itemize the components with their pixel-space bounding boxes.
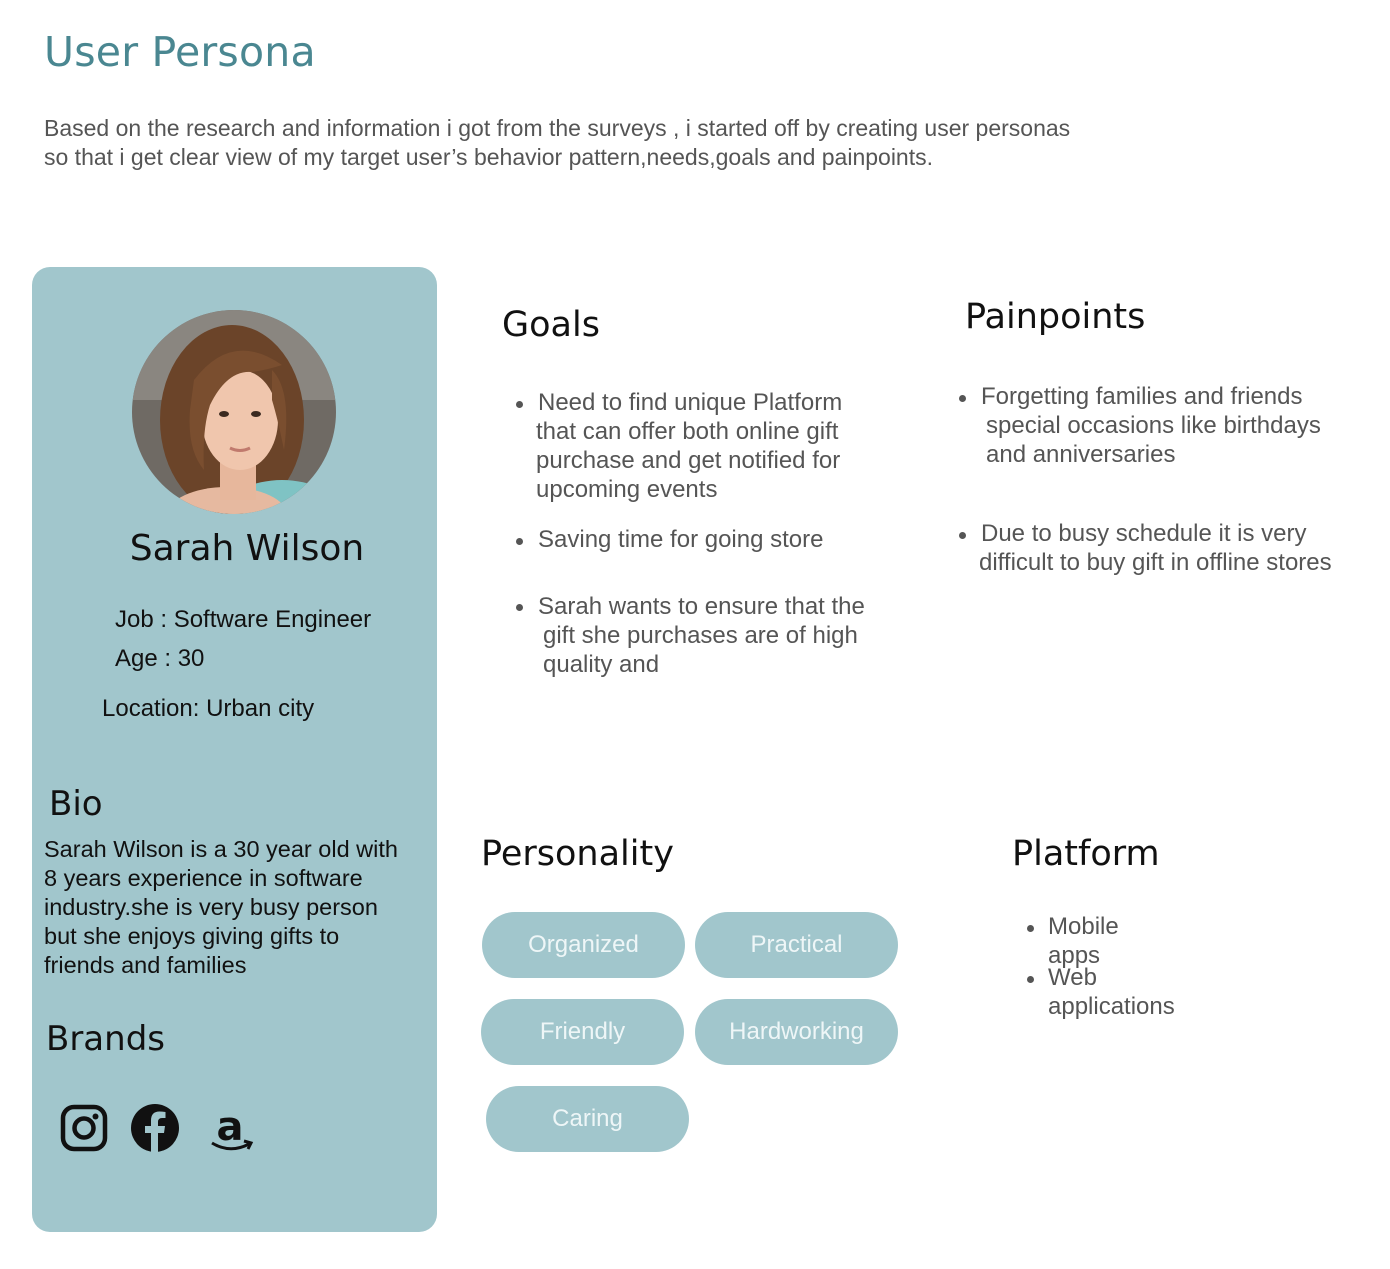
- goal-item: [538, 525, 823, 554]
- trait-pill-caring[interactable]: Caring: [486, 1086, 689, 1152]
- persona-name: Sarah Wilson: [129, 528, 365, 569]
- goal-line: Saving time for going store: [538, 526, 824, 553]
- painpoint-line: Due to busy schedule it is very: [981, 520, 1307, 547]
- goal-line: Sarah wants to ensure that the: [538, 593, 865, 620]
- goal-line: quality and: [543, 651, 660, 678]
- goal-line: that can offer both online gift: [536, 418, 839, 445]
- avatar-photo: [132, 310, 336, 514]
- goals-heading: Goals: [502, 305, 600, 345]
- facebook-icon[interactable]: [129, 1102, 181, 1154]
- intro-paragraph: [44, 114, 1244, 172]
- amazon-icon[interactable]: [204, 1102, 256, 1154]
- painpoint-line: Forgetting families and friends: [981, 383, 1303, 410]
- avatar: [132, 310, 336, 514]
- goal-item: [536, 388, 842, 504]
- bio-line: industry.she is very busy person: [44, 894, 378, 920]
- bullet-icon: [959, 532, 966, 539]
- bio-line: friends and families: [44, 952, 247, 978]
- brands-heading: Brands: [46, 1019, 165, 1059]
- job-label: Job : Software Engineer: [115, 606, 372, 633]
- bio-line: Sarah Wilson is a 30 year old with: [44, 836, 398, 862]
- page-title: User Persona: [44, 28, 316, 76]
- goal-line: Need to find unique Platform: [538, 389, 843, 416]
- platform-heading: Platform: [1012, 834, 1160, 874]
- personality-heading: Personality: [481, 834, 674, 874]
- bullet-icon: [1027, 925, 1034, 932]
- bullet-icon: [1027, 976, 1034, 983]
- painpoint-line: difficult to buy gift in offline stores: [979, 549, 1332, 576]
- trait-pill-practical[interactable]: Practical: [695, 912, 898, 978]
- platform-item: Web applications: [1048, 964, 1175, 1020]
- platform-item: Mobile apps: [1048, 913, 1119, 969]
- goal-line: gift she purchases are of high: [543, 622, 858, 649]
- bullet-icon: [516, 401, 523, 408]
- goal-item: [538, 592, 865, 679]
- goal-line: purchase and get notified for: [536, 447, 841, 474]
- svg-text:a: a: [216, 1104, 244, 1150]
- goal-line: upcoming events: [536, 476, 718, 503]
- bio-line: 8 years experience in software: [44, 865, 363, 891]
- intro-line: Based on the research and information i got from the surveys , i started off by creating user personas: [44, 115, 1071, 141]
- bullet-icon: [516, 538, 523, 545]
- location-label: Location: Urban city: [102, 695, 315, 722]
- bio-text: [44, 835, 434, 980]
- instagram-icon[interactable]: [58, 1102, 110, 1154]
- trait-pill-hardworking[interactable]: Hardworking: [695, 999, 898, 1065]
- bullet-icon: [516, 604, 523, 611]
- bio-heading: Bio: [49, 784, 103, 824]
- age-label: Age : 30: [115, 645, 205, 672]
- bio-line: but she enjoys giving gifts to: [44, 923, 340, 949]
- painpoint-line: and anniversaries: [986, 441, 1176, 468]
- bullet-icon: [959, 395, 966, 402]
- trait-pill-organized[interactable]: Organized: [482, 912, 685, 978]
- painpoint-item: [981, 382, 1321, 469]
- trait-pill-friendly[interactable]: Friendly: [481, 999, 684, 1065]
- intro-line: so that i get clear view of my target user’s behavior pattern,needs,goals and painpoints.: [44, 144, 934, 170]
- painpoint-item: [979, 519, 1332, 577]
- painpoint-line: special occasions like birthdays: [986, 412, 1321, 439]
- painpoints-heading: Painpoints: [965, 297, 1146, 337]
